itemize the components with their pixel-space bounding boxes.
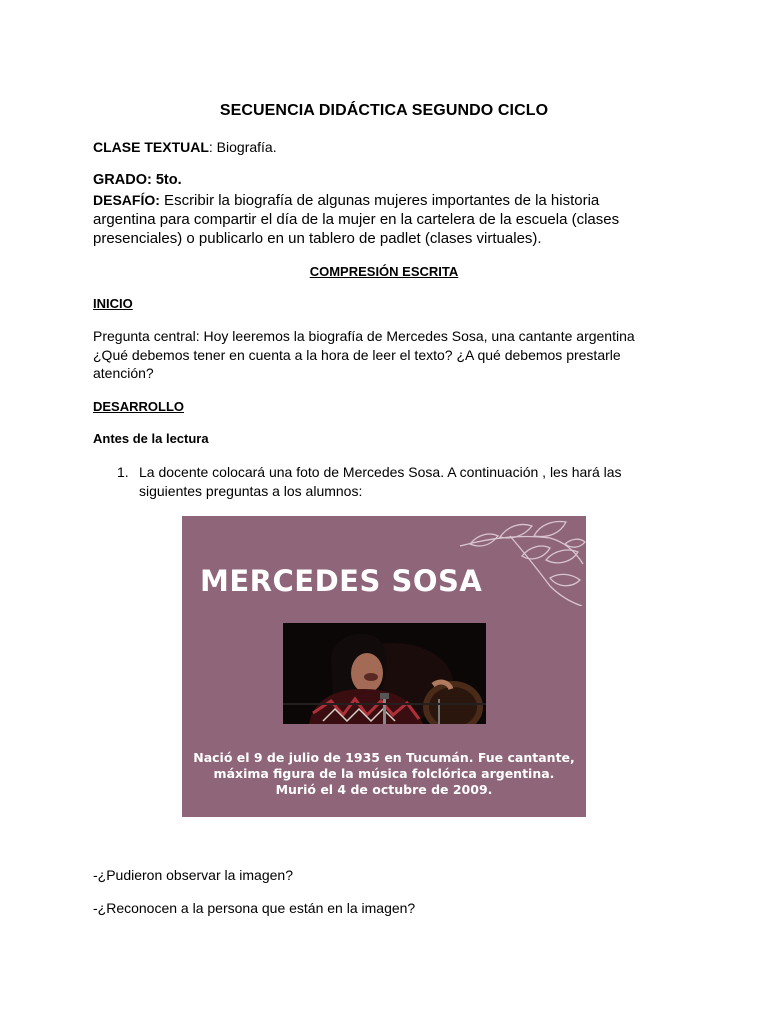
clase-textual-value: : Biografía.	[208, 139, 277, 155]
poster-caption	[182, 750, 586, 798]
desafio-label: DESAFÍO:	[93, 192, 160, 208]
clase-textual-line	[93, 138, 277, 157]
desafio-text-line-3: presenciales) o publicarlo en un tablero de padlet (clases virtuales).	[93, 230, 542, 247]
comprension-heading: COMPRESIÓN ESCRITA	[309, 264, 459, 279]
desafio-paragraph	[93, 191, 693, 248]
pregunta-line-3: atención?	[93, 365, 154, 381]
poster-caption-line-2: máxima figura de la música folclórica argentina.	[213, 766, 555, 781]
question-observe-image: -¿Pudieron observar la imagen?	[93, 867, 293, 883]
page-title: SECUENCIA DIDÁCTICA SEGUNDO CICLO	[219, 102, 549, 119]
pregunta-line-2: ¿Qué debemos tener en cuenta a la hora de leer el texto? ¿A qué debemos prestarle	[93, 346, 621, 363]
poster-caption-line-1: Nació el 9 de julio de 1935 en Tucumán. Fue cantante,	[193, 750, 575, 765]
singer-photo-illustration	[283, 623, 486, 724]
mercedes-sosa-photo	[283, 623, 486, 724]
clase-textual-label: CLASE TEXTUAL	[93, 139, 209, 155]
list-number: 1.	[117, 464, 129, 480]
grado-line: GRADO: 5to.	[93, 172, 182, 188]
list-item	[139, 463, 699, 500]
antes-heading: Antes de la lectura	[93, 431, 209, 446]
mercedes-sosa-poster	[182, 516, 586, 817]
list-item-line-1: La docente colocará una foto de Mercedes Sosa. A continuación , les hará las	[139, 464, 622, 480]
inicio-heading: INICIO	[93, 296, 133, 311]
question-recognize-person: -¿Reconocen a la persona que están en la imagen?	[93, 900, 416, 916]
poster-title: MERCEDES SOSA	[200, 564, 483, 598]
desafio-text-line-2: argentina para compartir el día de la mujer en la cartelera de la escuela (clases	[93, 211, 620, 228]
pregunta-line-1: Pregunta central: Hoy leeremos la biografía de Mercedes Sosa, una cantante argentina	[93, 328, 635, 344]
desafio-text-line-1: Escribir la biografía de algunas mujeres importantes de la historia	[159, 192, 600, 209]
desarrollo-heading: DESARROLLO	[93, 399, 184, 414]
list-item-line-2: siguientes preguntas a los alumnos:	[139, 482, 363, 499]
poster-caption-line-3: Murió el 4 de octubre de 2009.	[275, 782, 493, 797]
pregunta-central-paragraph	[93, 327, 703, 383]
